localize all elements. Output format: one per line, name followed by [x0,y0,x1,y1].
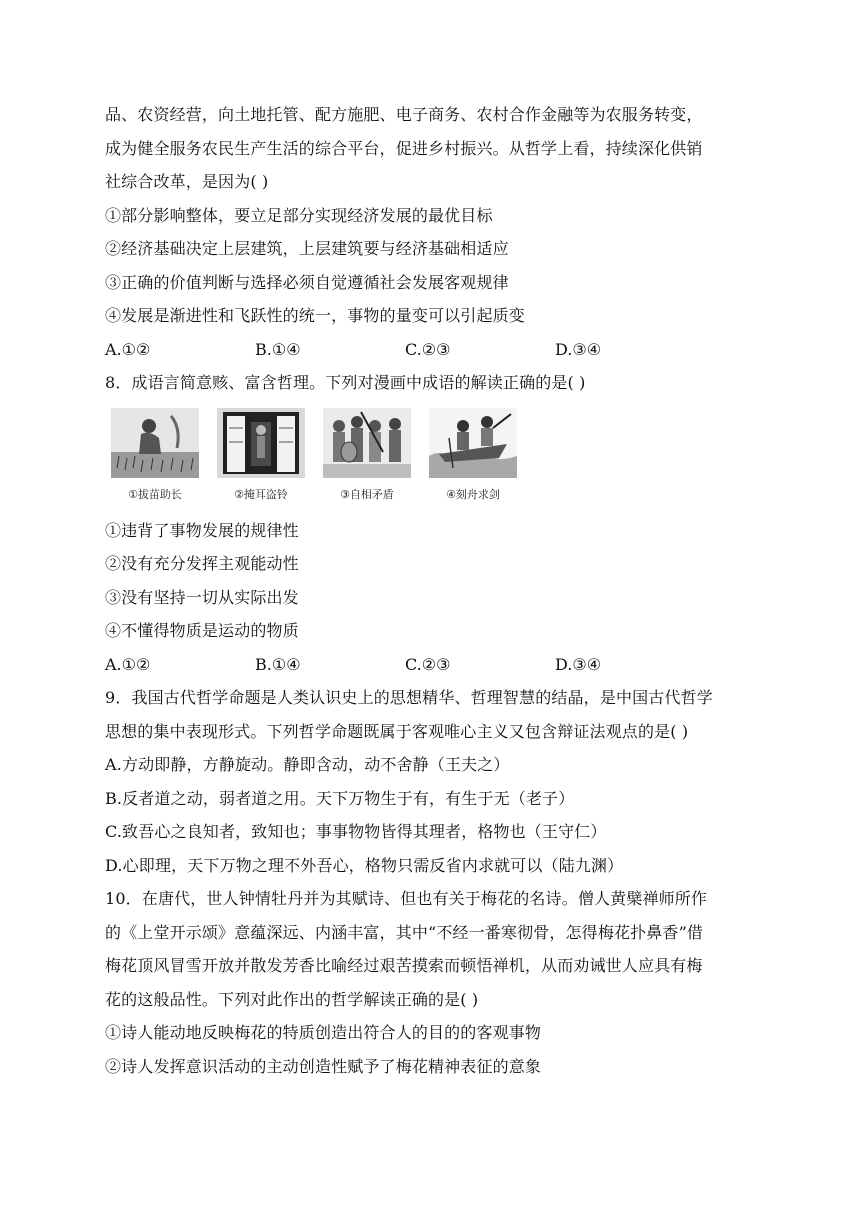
question-8 [105,366,765,681]
statement: ②经济基础决定上层建筑，上层建筑要与经济基础相适应 [105,239,509,258]
comic-strip [109,408,765,508]
question-stem-line: 10．在唐代，世人钟情牡丹并为其赋诗、但也有关于梅花的名诗。僧人黄檗禅师所作 [105,889,708,908]
comic-panel [109,408,201,508]
question-10 [105,882,765,1083]
statement: ④不懂得物质是运动的物质 [105,621,299,640]
question-stem-line: 成为健全服务农民生产生活的综合平台，促进乡村振兴。从哲学上看，持续深化供销 [105,138,703,158]
comic-panel [321,408,413,508]
statement: ①部分影响整体，要立足部分实现经济发展的最优目标 [105,205,493,225]
comic-caption: ④刻舟求剑 [446,487,500,501]
option-d: D.③④ [555,339,602,359]
question-stem-line: 社综合改革，是因为( ) [105,172,269,191]
statement: ①诗人能动地反映梅花的特质创造出符合人的目的的客观事物 [105,1023,542,1042]
answer-options [105,333,765,367]
boat-sword-cartoon [429,408,517,478]
option-d: D.③④ [555,654,602,674]
option-a: A.①② [105,339,151,359]
bell-stealing-cartoon [217,408,305,478]
comic-caption: ①拔苗助长 [128,487,182,501]
statement: ③正确的价值判断与选择必须自觉遵循社会发展客观规律 [105,272,509,292]
statement: ④发展是渐进性和飞跃性的统一，事物的量变可以引起质变 [105,306,525,325]
comic-caption: ③自相矛盾 [340,487,394,501]
statement: ②没有充分发挥主观能动性 [105,554,299,573]
seedling-pulling-cartoon [111,408,199,478]
choice-a: A.方动即静，方静旋动。静即含动，动不舍静（王夫之） [105,755,510,774]
choice-c: C.致吾心之良知者，致知也；事事物物皆得其理者，格物也（王守仁） [105,822,607,841]
question-stem-line: 花的这般品性。下列对此作出的哲学解读正确的是( ) [105,989,479,1009]
question-9 [105,681,765,882]
statement: ③没有坚持一切从实际出发 [105,587,299,607]
option-b: B.①④ [255,654,301,674]
question-stem-line: 品、农资经营，向土地托管、配方施肥、电子商务、农村合作金融等为农服务转变， [105,105,703,124]
question-stem-line: 9．我国古代哲学命题是人类认识史上的思想精华、哲理智慧的结晶，是中国古代哲学 [105,688,713,707]
question-stem: 8．成语言简意赅、富含哲理。下列对漫画中成语的解读正确的是( ) [105,373,586,392]
choice-b: B.反者道之动，弱者道之用。天下万物生于有，有生于无（老子） [105,788,575,808]
option-b: B.①④ [255,339,301,359]
answer-options [105,648,765,682]
option-c: C.②③ [405,654,451,674]
question-stem-line: 思想的集中表现形式。下列哲学命题既属于客观唯心主义又包含辩证法观点的是( ) [105,721,689,741]
question-7 [105,98,765,366]
option-a: A.①② [105,654,151,674]
statement: ②诗人发挥意识活动的主动创造性赋予了梅花精神表征的意象 [105,1056,542,1076]
comic-caption: ②掩耳盗铃 [234,487,288,501]
choice-d: D.心即理，天下万物之理不外吾心，格物只需反省内求就可以（陆九渊） [105,855,624,875]
question-stem-line: 梅花顶风冒雪开放并散发芳香比喻经过艰苦摸索而顿悟禅机，从而劝诫世人应具有梅 [105,956,703,975]
spear-shield-cartoon [323,408,411,478]
option-c: C.②③ [405,339,451,359]
question-stem-line: 的《上堂开示颂》意蕴深远、内涵丰富，其中“不经一番寒彻骨，怎得梅花扑鼻香”借 [105,922,704,942]
exam-page [105,98,765,1083]
statement: ①违背了事物发展的规律性 [105,520,299,540]
comic-panel [215,408,307,508]
comic-panel [427,408,519,508]
